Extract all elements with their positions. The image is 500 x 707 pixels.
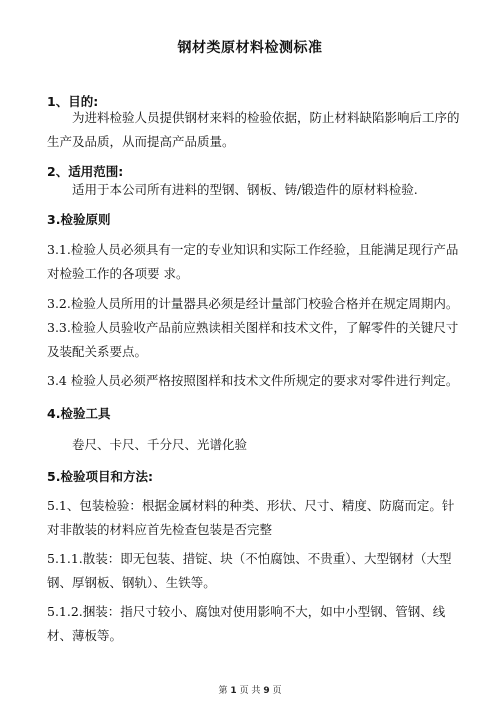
section-text-purpose: 为进料检验人员提供钢材来料的检验依据，防止材料缺陷影响后工序的生产及品质，从而提高产品质量。 [47, 110, 460, 149]
section-text-scope: 适用于本公司所有进料的型钢、钢板、铸/锻造件的原材料检验. [72, 182, 418, 197]
principle-item: 3.1.检验人员必须具有一定的专业知识和实际工作经验，且能满足现行产品对检验工作的各项要 求。 [47, 242, 459, 281]
page-footer [0, 683, 500, 696]
principle-item: 3.4 检验人员必须严格按照图样和技术文件所规定的要求对零件进行判定。 [47, 373, 459, 388]
section-heading-purpose: 1、目的: [47, 94, 99, 109]
footer-middle: 页 共 [239, 686, 261, 696]
inspection-item: 5.1.2.捆装：指尺寸较小、腐蚀对使用影响不大，如中小型钢、管钢、线材、薄板等。 [47, 604, 446, 643]
section-heading-tools: 4.检验工具 [47, 406, 111, 421]
footer-total-pages: 9 [263, 686, 270, 696]
footer-prefix: 第 [218, 686, 228, 696]
document-title: 钢材类原材料检测标准 [177, 40, 323, 56]
footer-suffix: 页 [272, 686, 282, 696]
inspection-item: 5.1、包装检验：根据金属材料的种类、形状、尺寸、精度、防腐而定。针对非散装的材料应首先检查包装是否完整 [47, 498, 455, 537]
section-heading-principles: 3.检验原则 [47, 212, 111, 227]
section-text-tools: 卷尺、卡尺、千分尺、光谱化验 [72, 437, 248, 452]
principle-item: 3.2.检验人员所用的计量器具必须是经计量部门校验合格并在规定周期内。 [47, 296, 459, 311]
principle-item: 3.3.检验人员验收产品前应熟读相关图样和技术文件，了解零件的关键尺寸及装配关系要点。 [47, 320, 459, 359]
footer-page-number: 1 [230, 686, 237, 696]
section-heading-scope: 2、适用范围: [47, 164, 124, 179]
inspection-item: 5.1.1.散装：即无包装、措锭、块（不怕腐蚀、不贵重）、大型钢材（大型钢、厚钢板、钢轨）、生铁等。 [47, 551, 452, 590]
section-heading-items: 5.检验项目和方法: [47, 469, 153, 484]
